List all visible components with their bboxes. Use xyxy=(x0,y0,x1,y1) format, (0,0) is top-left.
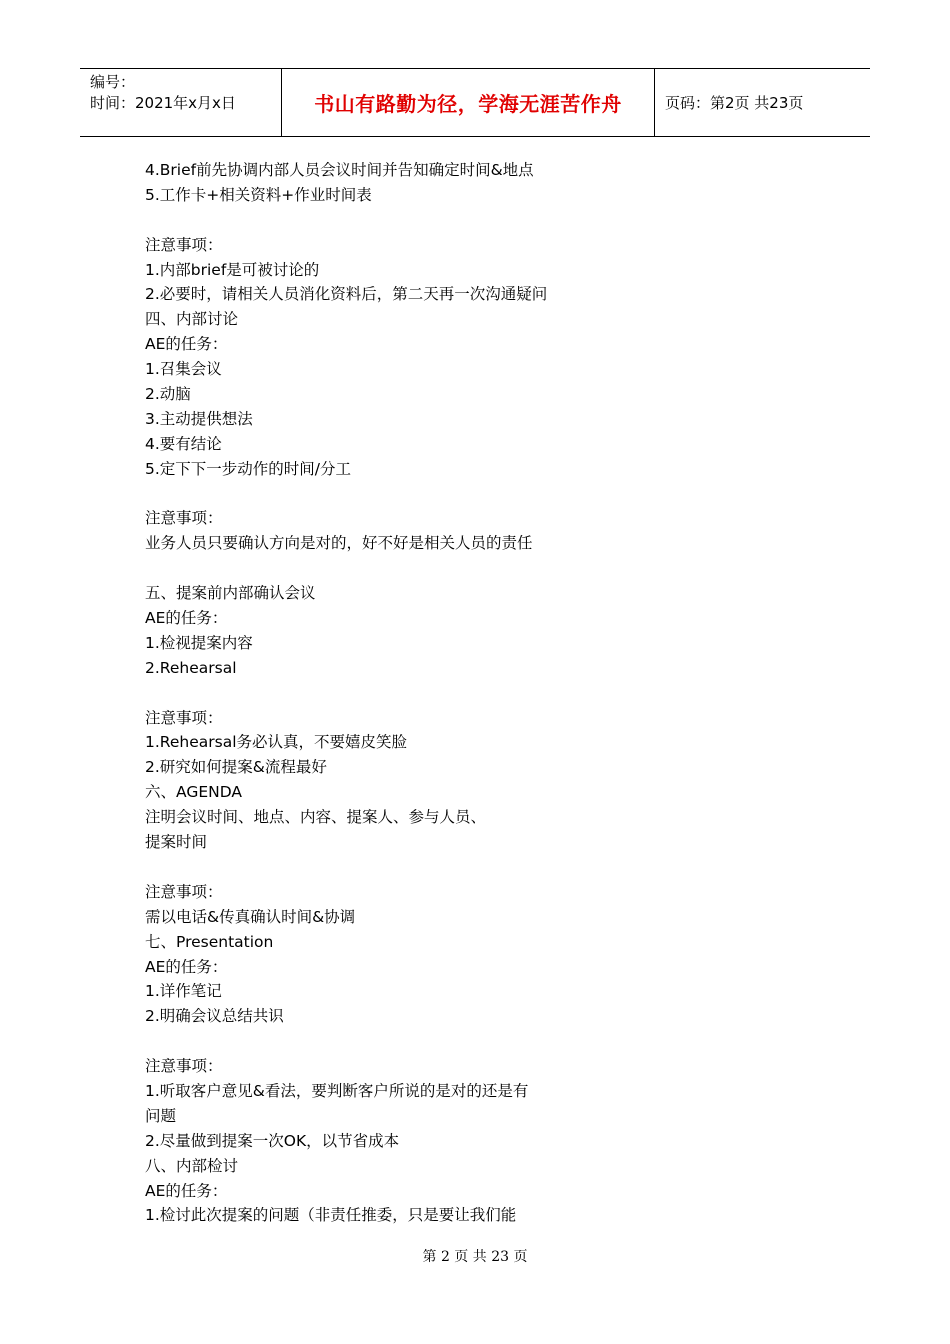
header-page-info xyxy=(655,69,870,136)
text-line: 注意事项： xyxy=(145,708,223,727)
text-line: 1.检讨此次提案的问题（非责任推委，只是要让我们能 xyxy=(145,1206,517,1225)
text-line: 1.听取客户意见&看法，要判断客户所说的是对的还是有 xyxy=(145,1081,529,1100)
text-line: 1.详作笔记 xyxy=(145,982,222,1001)
text-line: AE的任务： xyxy=(145,609,228,628)
text-line: 3.主动提供想法 xyxy=(145,409,253,428)
text-line: 2.明确会议总结共识 xyxy=(145,1007,284,1026)
text-line: AE的任务： xyxy=(145,957,228,976)
text-line: 2.研究如何提案&流程最好 xyxy=(145,758,327,777)
header-motto-cell xyxy=(282,69,655,136)
text-line: 注意事项： xyxy=(145,1057,223,1076)
text-line: 4.要有结论 xyxy=(145,434,222,453)
text-line: 1.Rehearsal务必认真，不要嬉皮笑脸 xyxy=(145,733,408,752)
blank-line xyxy=(145,1029,605,1054)
text-line: 4.Brief前先协调内部人员会议时间并告知确定时间&地点 xyxy=(145,161,534,179)
text-line: 1.召集会议 xyxy=(145,360,222,379)
text-line: 注意事项： xyxy=(145,509,223,528)
text-line: AE的任务： xyxy=(145,335,228,354)
motto-text: 书山有路勤为径，学海无涯苦作舟 xyxy=(314,92,622,116)
text-line: 2.Rehearsal xyxy=(145,658,237,677)
footer-page-number: 第 2 页 共 23 页 xyxy=(422,1249,528,1265)
text-line: 注意事项： xyxy=(145,235,223,254)
page-info-text: 页码：第2页 共23页 xyxy=(665,94,804,112)
document-body xyxy=(145,158,605,1228)
text-line: 1.检视提案内容 xyxy=(145,633,253,652)
text-line: 5.定下下一步动作的时间/分工 xyxy=(145,459,352,478)
blank-line xyxy=(145,855,605,880)
text-line: 1.内部brief是可被讨论的 xyxy=(145,260,320,279)
text-line: 八、内部检讨 xyxy=(145,1156,239,1175)
text-line: 七、Presentation xyxy=(145,932,274,951)
text-line: 问题 xyxy=(145,1106,177,1125)
number-label: 编号： xyxy=(90,73,136,91)
text-line: 提案时间 xyxy=(145,833,208,852)
blank-line xyxy=(145,681,605,706)
text-line: 需以电话&传真确认时间&协调 xyxy=(145,907,356,926)
blank-line xyxy=(145,208,605,233)
time-label: 时间：2021年x月x日 xyxy=(90,94,236,112)
page-footer xyxy=(0,1246,950,1266)
text-line: 2.尽量做到提案一次OK，以节省成本 xyxy=(145,1131,400,1150)
text-line: 5.工作卡+相关资料+作业时间表 xyxy=(145,185,372,204)
text-line: 四、内部讨论 xyxy=(145,310,239,329)
text-line: 业务人员只要确认方向是对的，好不好是相关人员的责任 xyxy=(145,534,533,553)
text-line: 五、提案前内部确认会议 xyxy=(145,584,316,603)
page-header xyxy=(80,68,870,137)
text-line: 注明会议时间、地点、内容、提案人、参与人员、 xyxy=(145,808,487,827)
text-line: 六、AGENDA xyxy=(145,783,242,802)
header-meta xyxy=(80,69,282,136)
text-line: 注意事项： xyxy=(145,882,223,901)
text-line: 2.必要时，请相关人员消化资料后，第二天再一次沟通疑问 xyxy=(145,285,548,304)
blank-line xyxy=(145,556,605,581)
blank-line xyxy=(145,482,605,507)
text-line: 2.动脑 xyxy=(145,385,191,404)
text-line: AE的任务： xyxy=(145,1181,228,1200)
